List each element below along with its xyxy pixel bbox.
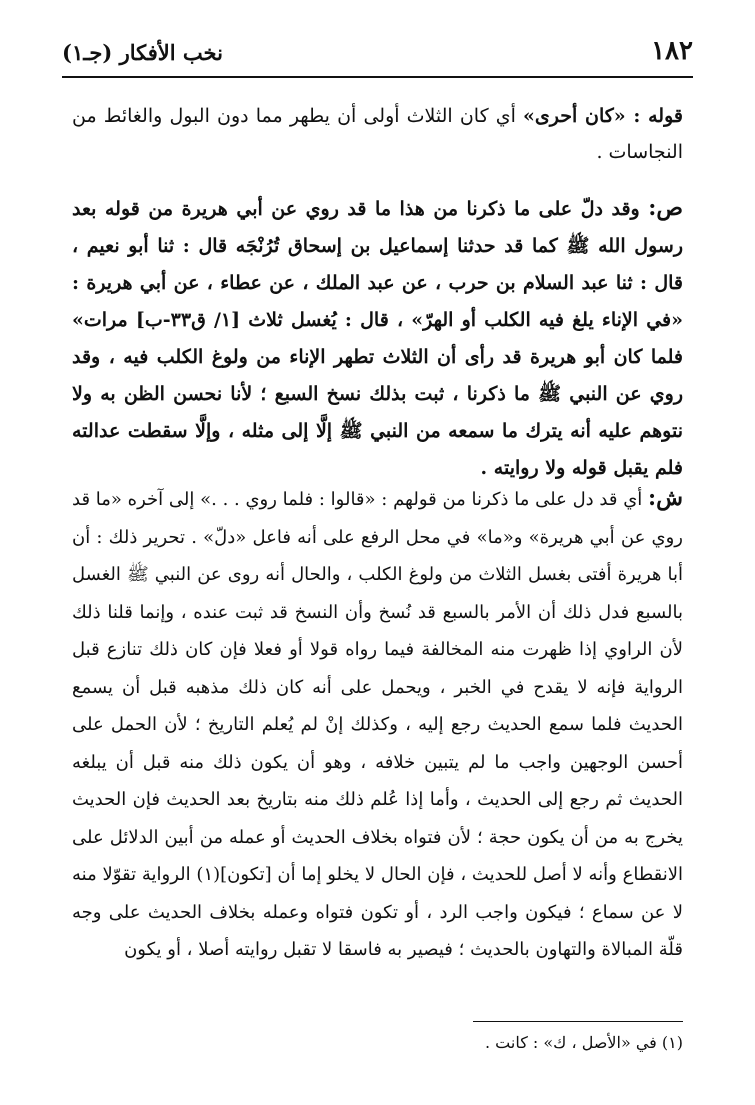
matn-paragraph (72, 190, 683, 487)
page-header (62, 36, 693, 78)
sharh-paragraph (72, 480, 683, 969)
running-title: نخب الأفكار (جـ١) (62, 40, 223, 65)
intro-paragraph (72, 98, 683, 170)
page-number: ١٨٢ (651, 36, 693, 66)
footnote-divider (473, 1021, 683, 1022)
intro-text: أي كان الثلاث أولى أن يطهر مما دون البول والغائط من النجاسات . (72, 105, 683, 163)
matn-marker: ص: (648, 195, 683, 221)
intro-lead: قوله : «كان أحرى» (523, 105, 683, 127)
sharh-marker: ش: (648, 485, 683, 511)
sharh-text: أي قد دل على ما ذكرنا من قولهم : «قالوا : فلما روي . . .» إلى آخره «ما قد روي عن أبي هريرة» و«ما» في محل الرفع على أنه فاعل «دلّ» . تحرير ذلك : أن أبا هريرة أفتى بغسل الثلاث من ولوغ الكلب ، والحال أنه روى عن النبي ﷺ الغسل بالسبع فدل ذلك أن الأمر بالسبع قد نُسخ وأن النسخ قد ثبت عنده ، وإنما قلنا ذلك لأن الراوي إذا ظهرت منه المخالفة فيما رواه قولا أو فعلا فإن كان ذلك تنازع قبل الرواية فإنه لا يقدح في الخبر ، ويحمل على أنه كان ذلك مذهبه قبل أن يسمع الحديث فلما سمع الحديث رجع إليه ، وكذلك إنْ لم يُعلم التاريخ ؛ لأن الحمل على أحسن الوجهين واجب ما لم يتبين خلافه ، وهو أن يكون ذلك منه قبل أن يبلغه الحديث ثم رجع إلى الحديث ، وأما إذا عُلم ذلك منه بتاريخ بعد الحديث فإن الحديث يخرج به من أن يكون حجة ؛ لأن فتواه بخلاف الحديث أو عمله من أبين الدلائل على الانقطاع وأنه لا أصل للحديث ، فإن الحال لا يخلو إما أن [تكون](١) الرواية تقوّلا منه لا عن سماع ؛ فيكون واجب الرد ، أو تكون فتواه وعمله بخلاف الحديث على وجه قلّة المبالاة والتهاون بالحديث ؛ فيصير به فاسقا لا تقبل روايته أصلا ، أو يكون (72, 489, 683, 960)
footnote: (١) في «الأصل ، ك» : كانت . (484, 1033, 683, 1052)
matn-text: وقد دلّ على ما ذكرنا من هذا ما قد روي عن أبي هريرة من قوله بعد رسول الله ﷺ كما قد حدثنا إسماعيل بن إسحاق تُرُنْجَه قال : ثنا أبو نعيم ، قال : ثنا عبد السلام بن حرب ، عن عبد الملك ، عن عطاء ، عن أبي هريرة : «في الإناء يلغ فيه الكلب أو الهرّ» ، قال : يُغسل ثلاث [١/ ق٣٣-ب] مرات» فلما كان أبو هريرة قد رأى أن الثلاث تطهر الإناء من ولوغ الكلب فيه ، وقد روي عن النبي ﷺ ما ذكرنا ، ثبت بذلك نسخ السبع ؛ لأنا نحسن الظن به ولا نتوهم عليه أنه يترك ما سمعه من النبي ﷺ إلَّا إلى مثله ، وإلَّا سقطت عدالته فلم يقبل قوله ولا روايته . (72, 198, 684, 479)
